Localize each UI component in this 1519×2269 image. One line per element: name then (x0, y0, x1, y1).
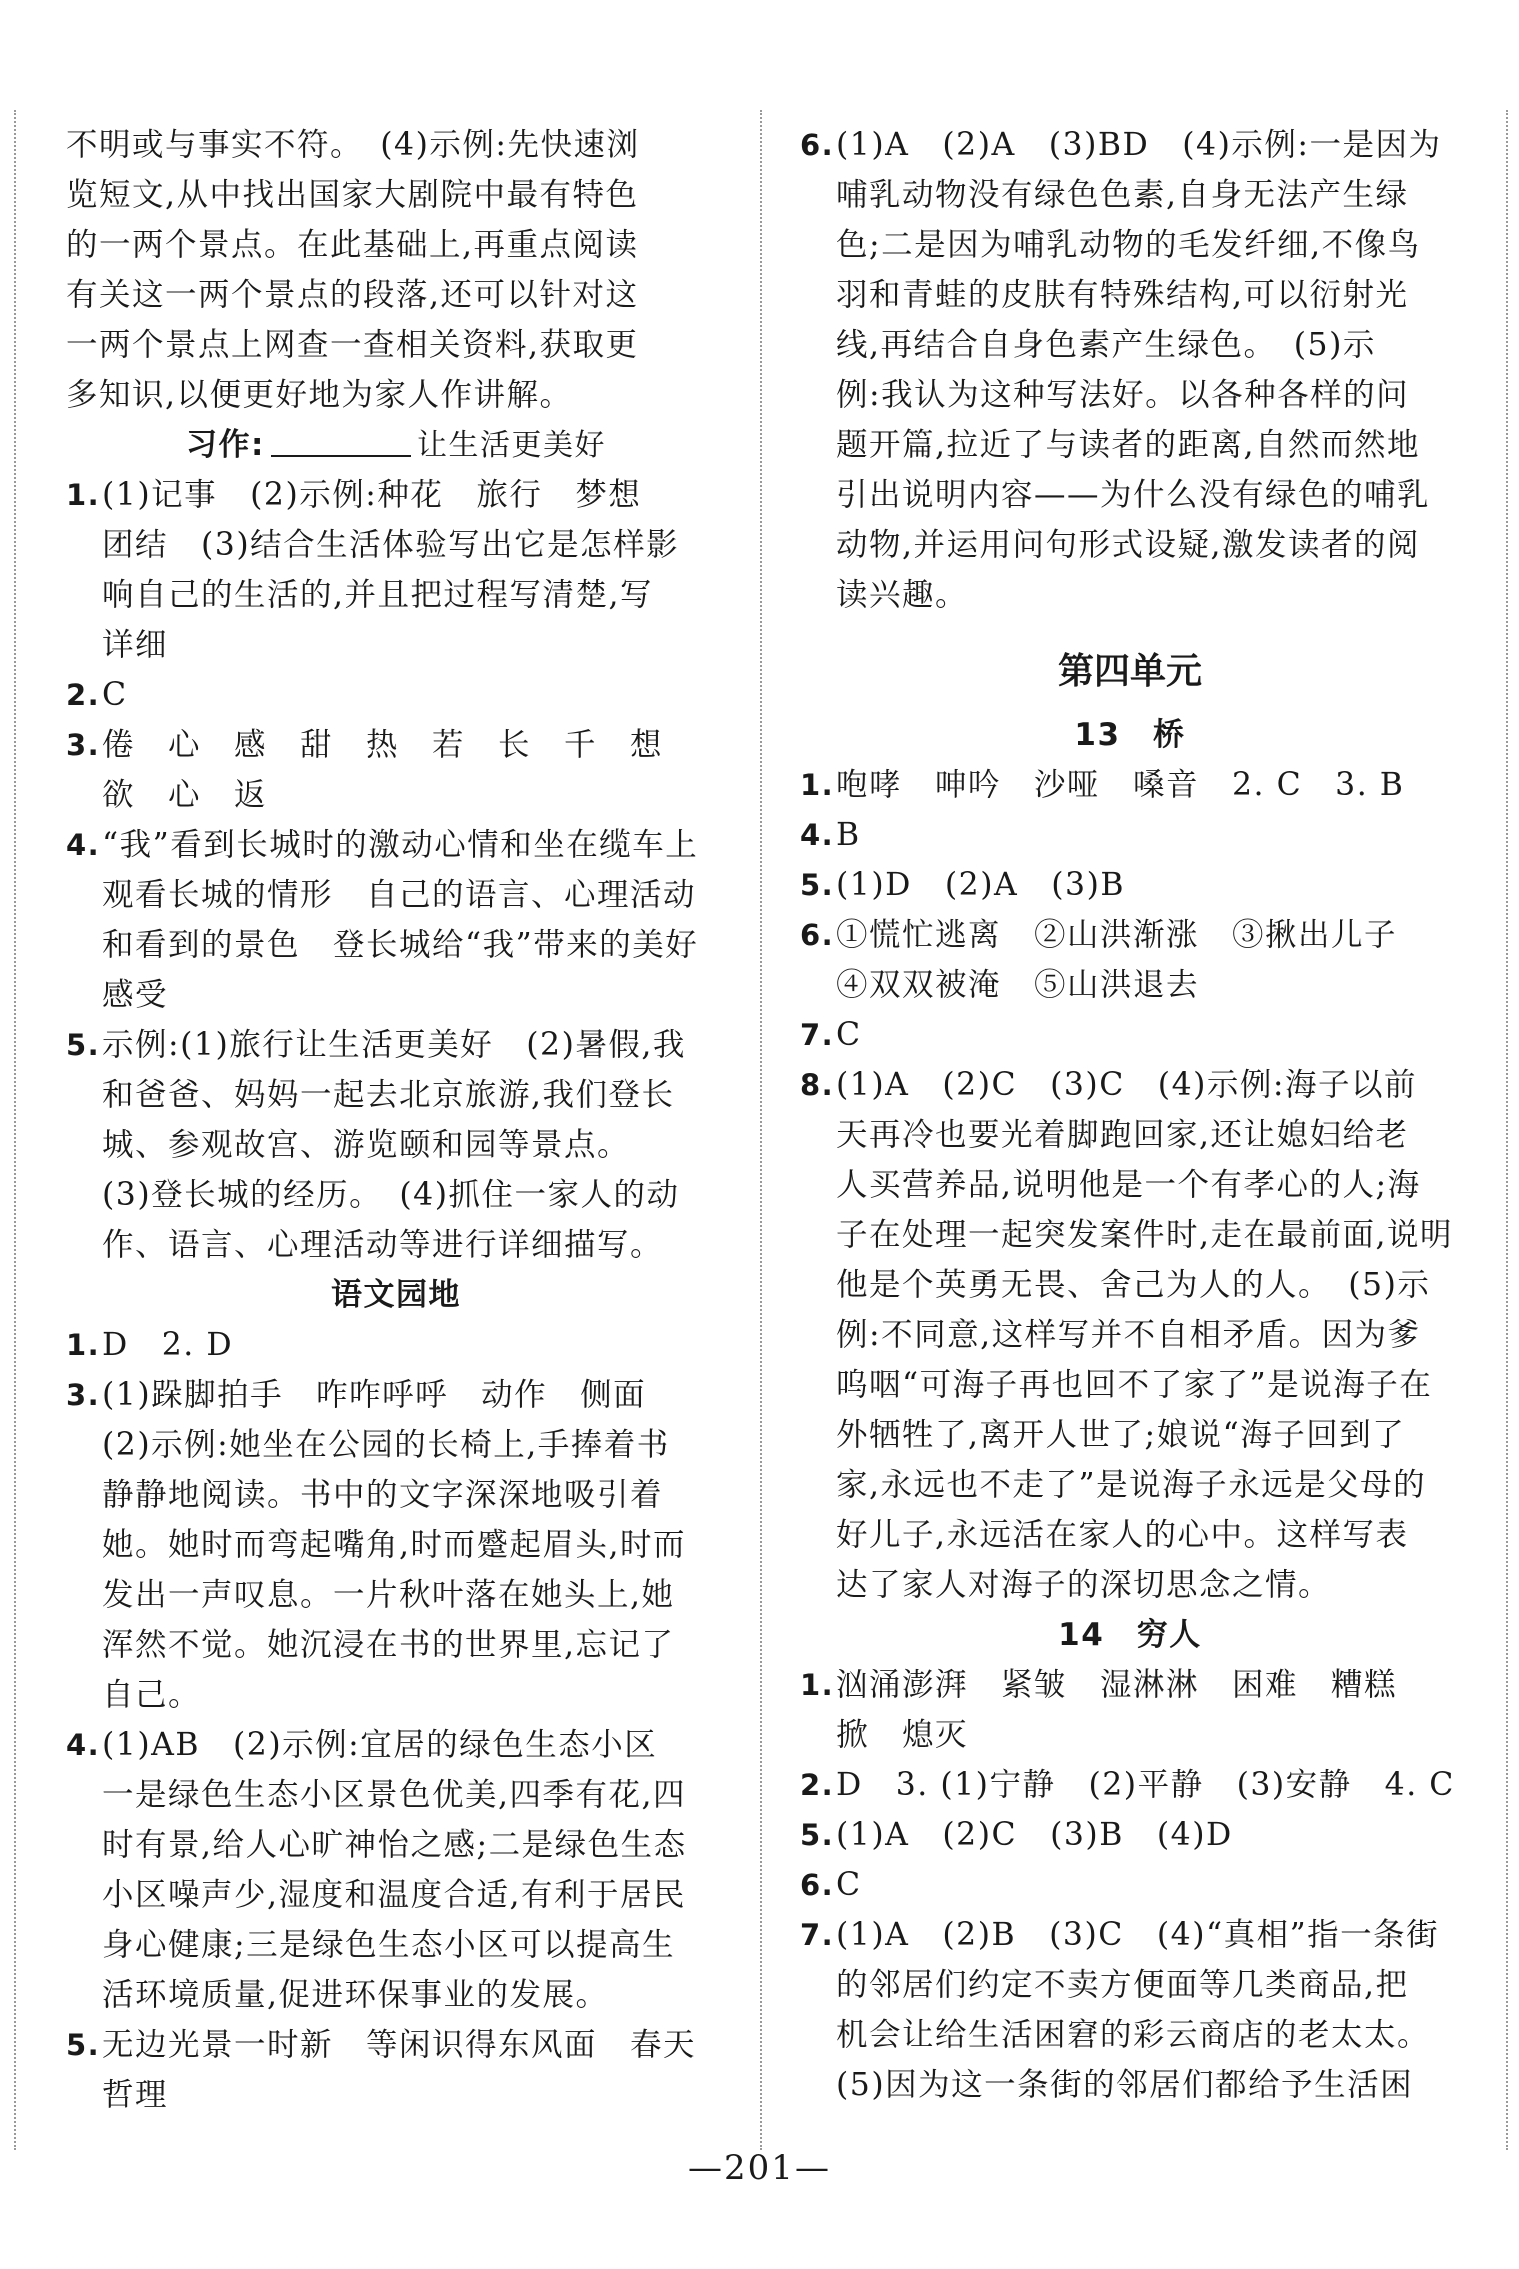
item-number: 4. (66, 1728, 101, 1762)
answer-text: 她。她时而弯起嘴角,时而蹙起眉头,时而 (102, 1527, 687, 1563)
answer-continuation-line (800, 1460, 1460, 1510)
item-number: 6. (800, 128, 835, 162)
answer-continuation-line (66, 1870, 726, 1920)
answer-continuation-line (800, 1960, 1460, 2010)
answer-first-line (800, 1010, 1460, 1060)
answer-item (800, 1660, 1460, 1760)
answer-text: 发出一声叹息。一片秋叶落在她头上,她 (102, 1577, 675, 1613)
answer-first-line (800, 1860, 1460, 1910)
answer-continuation-line (66, 970, 726, 1020)
text-line: 有关这一两个景点的段落,还可以针对这 (66, 277, 639, 313)
answer-text: 达了家人对海子的深切思念之情。 (836, 1567, 1332, 1603)
item-number: 6. (800, 918, 835, 952)
answer-first-line (66, 1320, 726, 1370)
answer-continuation-line (66, 1970, 726, 2020)
answer-text: (1)A (2)A (3)BD (4)示例:一是因为 (836, 127, 1442, 163)
answer-text: (5)因为这一条街的邻居们都给予生活困 (836, 2067, 1414, 2103)
answer-first-line (66, 1720, 726, 1770)
item-number: 4. (66, 828, 101, 862)
answer-text: 观看长城的情形 自己的语言、心理活动 (102, 877, 697, 913)
answer-continuation-line (66, 1820, 726, 1870)
item-number: 5. (800, 1818, 835, 1852)
answer-text: 他是个英勇无畏、舍己为人的人。 (5)示 (836, 1267, 1431, 1303)
answer-text: 示例:(1)旅行让生活更美好 (2)暑假,我 (102, 1027, 686, 1063)
answer-item (66, 1320, 726, 1370)
answer-continuation-line (800, 1410, 1460, 1460)
answer-text: ①慌忙逃离 ②山洪渐涨 ③揪出儿子 (836, 917, 1398, 953)
answer-text: 活环境质量,促进环保事业的发展。 (102, 1977, 609, 2013)
answer-text: 咆哮 呻吟 沙哑 嗓音 2. C 3. B (836, 767, 1405, 803)
answer-continuation-line (800, 1160, 1460, 1210)
answer-item (800, 860, 1460, 910)
answer-first-line (800, 1660, 1460, 1710)
answer-text: 响自己的生活的,并且把过程写清楚,写 (102, 577, 654, 613)
answer-continuation-line (800, 1260, 1460, 1310)
answer-continuation-line (800, 1310, 1460, 1360)
answer-text: (1)A (2)B (3)C (4)“真相”指一条街 (836, 1917, 1440, 1953)
item-number: 1. (800, 768, 835, 802)
answer-text: 羽和青蛙的皮肤有特殊结构,可以衍射光 (836, 277, 1409, 313)
right-column (800, 120, 1460, 2110)
answer-text: 人买营养品,说明他是一个有孝心的人;海 (836, 1167, 1421, 1203)
answer-item (800, 760, 1460, 810)
answer-text: 欲 心 返 (102, 777, 268, 813)
item-number: 3. (66, 728, 101, 762)
answer-item (66, 1370, 726, 1720)
answer-first-line (800, 1810, 1460, 1860)
item-number: 5. (800, 868, 835, 902)
carryover-answer (800, 120, 1460, 620)
answer-item (66, 1720, 726, 2020)
right-margin-rule (1506, 110, 1508, 2150)
item-number: 2. (66, 678, 101, 712)
answer-text: 外牺牲了,离开人世了;娘说“海子回到了 (836, 1417, 1406, 1453)
answer-text: 哺乳动物没有绿色色素,自身无法产生绿 (836, 177, 1409, 213)
text-line: 一两个景点上网查一查相关资料,获取更 (66, 327, 639, 363)
item-number: 7. (800, 1918, 835, 1952)
answer-continuation-line (800, 1710, 1460, 1760)
answer-first-line (800, 760, 1460, 810)
column-divider (760, 110, 762, 2150)
answer-item (800, 1810, 1460, 1860)
answer-text: 小区噪声少,湿度和温度合适,有利于居民 (102, 1877, 687, 1913)
answer-item (66, 1020, 726, 1270)
answer-text: C (836, 1867, 862, 1903)
answer-continuation-line (66, 1770, 726, 1820)
item-number: 6. (800, 1868, 835, 1902)
answer-item (800, 1910, 1460, 2110)
answer-text: 引出说明内容——为什么没有绿色的哺乳 (836, 477, 1431, 513)
answer-continuation-line (66, 620, 726, 670)
item-number: 3. (66, 1378, 101, 1412)
answer-text: (1)D (2)A (3)B (836, 867, 1126, 903)
text-line: 览短文,从中找出国家大剧院中最有特色 (66, 177, 639, 213)
answer-text: 好儿子,永远活在家人的心中。这样写表 (836, 1517, 1409, 1553)
section-title-yuwen: 语文园地 (331, 1277, 461, 1313)
answer-continuation-line (66, 770, 726, 820)
answer-text: D 3. (1)宁静 (2)平静 (3)安静 4. C (836, 1767, 1455, 1803)
answer-text: 例:我认为这种写法好。以各种各样的问 (836, 377, 1410, 413)
answer-text: 读兴趣。 (836, 577, 969, 613)
text-line: 不明或与事实不符。 (4)示例:先快速浏 (66, 127, 640, 163)
page-number: —201— (688, 2148, 831, 2188)
answer-item (66, 670, 726, 720)
answer-continuation-line (66, 1070, 726, 1120)
lesson-13-answers (800, 760, 1460, 1610)
answer-item (800, 1760, 1460, 1810)
answer-continuation-line (66, 1620, 726, 1670)
answer-text: (1)跺脚拍手 咋咋呼呼 动作 侧面 (102, 1377, 647, 1413)
answer-text: 无边光景一时新 等闲识得东风面 春天 (102, 2027, 697, 2063)
answer-text: 天再冷也要光着脚跑回家,还让媳妇给老 (836, 1117, 1409, 1153)
intro-paragraph (66, 120, 726, 420)
answer-item (66, 470, 726, 670)
answer-text: 呜咽“可海子再也回不了家了”是说海子在 (836, 1367, 1433, 1403)
answer-text: C (836, 1017, 862, 1053)
answer-text: 掀 熄灭 (836, 1717, 969, 1753)
answer-text: 的邻居们约定不卖方便面等几类商品,把 (836, 1967, 1409, 2003)
answer-text: 静静地阅读。书中的文字深深地吸引着 (102, 1477, 664, 1513)
answer-first-line (800, 1760, 1460, 1810)
answer-first-line (66, 2020, 726, 2070)
answer-text: 自己。 (102, 1677, 202, 1713)
answer-text: 一是绿色生态小区景色优美,四季有花,四 (102, 1777, 687, 1813)
left-column (66, 120, 726, 2120)
answer-continuation-line (66, 520, 726, 570)
answer-continuation-line (800, 420, 1460, 470)
answer-item (800, 1060, 1460, 1610)
answer-text: 线,再结合自身色素产生绿色。 (5)示 (836, 327, 1376, 363)
item-number: 5. (66, 2028, 101, 2062)
answer-text: (1)A (2)C (3)B (4)D (836, 1817, 1233, 1853)
text-line: 多知识,以便更好地为家人作讲解。 (66, 377, 573, 413)
answer-continuation-line (66, 870, 726, 920)
item-number: 1. (66, 1328, 101, 1362)
answer-continuation-line (800, 470, 1460, 520)
answer-first-line (800, 910, 1460, 960)
answer-text: (1)记事 (2)示例:种花 旅行 梦想 (102, 477, 642, 513)
answer-first-line (800, 120, 1460, 170)
answer-continuation-line (66, 1470, 726, 1520)
answer-text: 作、语言、心理活动等进行详细描写。 (102, 1227, 664, 1263)
answer-text: B (836, 817, 861, 853)
answer-continuation-line (800, 370, 1460, 420)
answer-first-line (66, 820, 726, 870)
answer-item (66, 2020, 726, 2120)
answer-text: 子在处理一起突发案件时,走在最前面,说明 (836, 1217, 1454, 1253)
item-number: 2. (800, 1768, 835, 1802)
answer-item (800, 120, 1460, 620)
answer-continuation-line (800, 220, 1460, 270)
answer-continuation-line (800, 960, 1460, 1010)
answer-item (66, 720, 726, 820)
answer-text: 时有景,给人心旷神怡之感;二是绿色生态 (102, 1827, 687, 1863)
answer-text: 哲理 (102, 2077, 169, 2113)
answer-text: (3)登长城的经历。 (4)抓住一家人的动 (102, 1177, 680, 1213)
answer-text: 和爸爸、妈妈一起去北京旅游,我们登长 (102, 1077, 675, 1113)
unit-title: 第四单元 (1057, 651, 1202, 692)
answer-continuation-line (66, 570, 726, 620)
answer-continuation-line (800, 2060, 1460, 2110)
answer-item (800, 910, 1460, 1010)
answer-text: C (102, 677, 128, 713)
answer-text: 汹涌澎湃 紧皱 湿淋淋 困难 糟糕 (836, 1667, 1398, 1703)
answer-text: 身心健康;三是绿色生态小区可以提高生 (102, 1927, 676, 1963)
item-number: 8. (800, 1068, 835, 1102)
answer-continuation-line (800, 1560, 1460, 1610)
answer-continuation-line (800, 270, 1460, 320)
answer-continuation-line (800, 1510, 1460, 1560)
answer-continuation-line (800, 1110, 1460, 1160)
answer-text: 团结 (3)结合生活体验写出它是怎样影 (102, 527, 680, 563)
answer-text: 详细 (102, 627, 169, 663)
answer-text: 例:不同意,这样写并不自相矛盾。因为爹 (836, 1317, 1421, 1353)
answer-text: 浑然不觉。她沉浸在书的世界里,忘记了 (102, 1627, 675, 1663)
answer-first-line (66, 470, 726, 520)
xizuo-label: 习作: (186, 427, 265, 463)
answer-first-line (66, 720, 726, 770)
item-number: 5. (66, 1028, 101, 1062)
answer-first-line (66, 670, 726, 720)
lesson-14-answers (800, 1660, 1460, 2110)
answer-text: 感受 (102, 977, 169, 1013)
lesson-14-title: 14 穷人 (1058, 1617, 1202, 1653)
answer-item (800, 1860, 1460, 1910)
answer-first-line (800, 1910, 1460, 1960)
left-margin-rule (14, 110, 16, 2150)
xizuo-heading (66, 420, 726, 470)
answer-item (800, 810, 1460, 860)
answer-text: 和看到的景色 登长城给“我”带来的美好 (102, 927, 699, 963)
answer-first-line (800, 860, 1460, 910)
answer-text: 城、参观故宫、游览颐和园等景点。 (102, 1127, 631, 1163)
answer-continuation-line (66, 1120, 726, 1170)
xizuo-answers (66, 470, 726, 1270)
answer-continuation-line (66, 1670, 726, 1720)
answer-continuation-line (800, 170, 1460, 220)
answer-continuation-line (800, 520, 1460, 570)
fill-in-blank (271, 425, 411, 457)
answer-text: “我”看到长城时的激动心情和坐在缆车上 (102, 827, 699, 863)
answer-continuation-line (66, 920, 726, 970)
answer-continuation-line (66, 2070, 726, 2120)
answer-continuation-line (66, 1570, 726, 1620)
answer-text: (1)AB (2)示例:宜居的绿色生态小区 (102, 1727, 658, 1763)
answer-first-line (66, 1020, 726, 1070)
answer-continuation-line (800, 1210, 1460, 1260)
answer-text: 动物,并运用问句形式设疑,激发读者的阅 (836, 527, 1421, 563)
answer-text: 色;二是因为哺乳动物的毛发纤细,不像鸟 (836, 227, 1421, 263)
answer-first-line (66, 1370, 726, 1420)
answer-continuation-line (800, 570, 1460, 620)
answer-text: D 2. D (102, 1327, 234, 1363)
answer-text: 机会让给生活困窘的彩云商店的老太太。 (836, 2017, 1431, 2053)
xizuo-topic: 让生活更美好 (416, 428, 606, 463)
answer-first-line (800, 1060, 1460, 1110)
answer-continuation-line (66, 1920, 726, 1970)
answer-continuation-line (66, 1420, 726, 1470)
answer-continuation-line (66, 1170, 726, 1220)
item-number: 4. (800, 818, 835, 852)
answer-text: 倦 心 感 甜 热 若 长 千 想 (102, 727, 664, 763)
item-number: 1. (800, 1668, 835, 1702)
item-number: 1. (66, 478, 101, 512)
answer-item (66, 820, 726, 1020)
item-number: 7. (800, 1018, 835, 1052)
text-line: 的一两个景点。在此基础上,再重点阅读 (66, 227, 639, 263)
yuwen-answers (66, 1320, 726, 2120)
answer-first-line (800, 810, 1460, 860)
answer-continuation-line (800, 320, 1460, 370)
answer-text: 题开篇,拉近了与读者的距离,自然而然地 (836, 427, 1421, 463)
answer-text: (1)A (2)C (3)C (4)示例:海子以前 (836, 1067, 1418, 1103)
answer-continuation-line (66, 1520, 726, 1570)
answer-continuation-line (800, 1360, 1460, 1410)
lesson-13-title: 13 桥 (1074, 717, 1186, 753)
answer-continuation-line (800, 2010, 1460, 2060)
answer-text: ④双双被淹 ⑤山洪退去 (836, 967, 1200, 1003)
answer-text: 家,永远也不走了”是说海子永远是父母的 (836, 1467, 1427, 1503)
answer-text: (2)示例:她坐在公园的长椅上,手捧着书 (102, 1427, 670, 1463)
answer-continuation-line (66, 1220, 726, 1270)
answer-item (800, 1010, 1460, 1060)
